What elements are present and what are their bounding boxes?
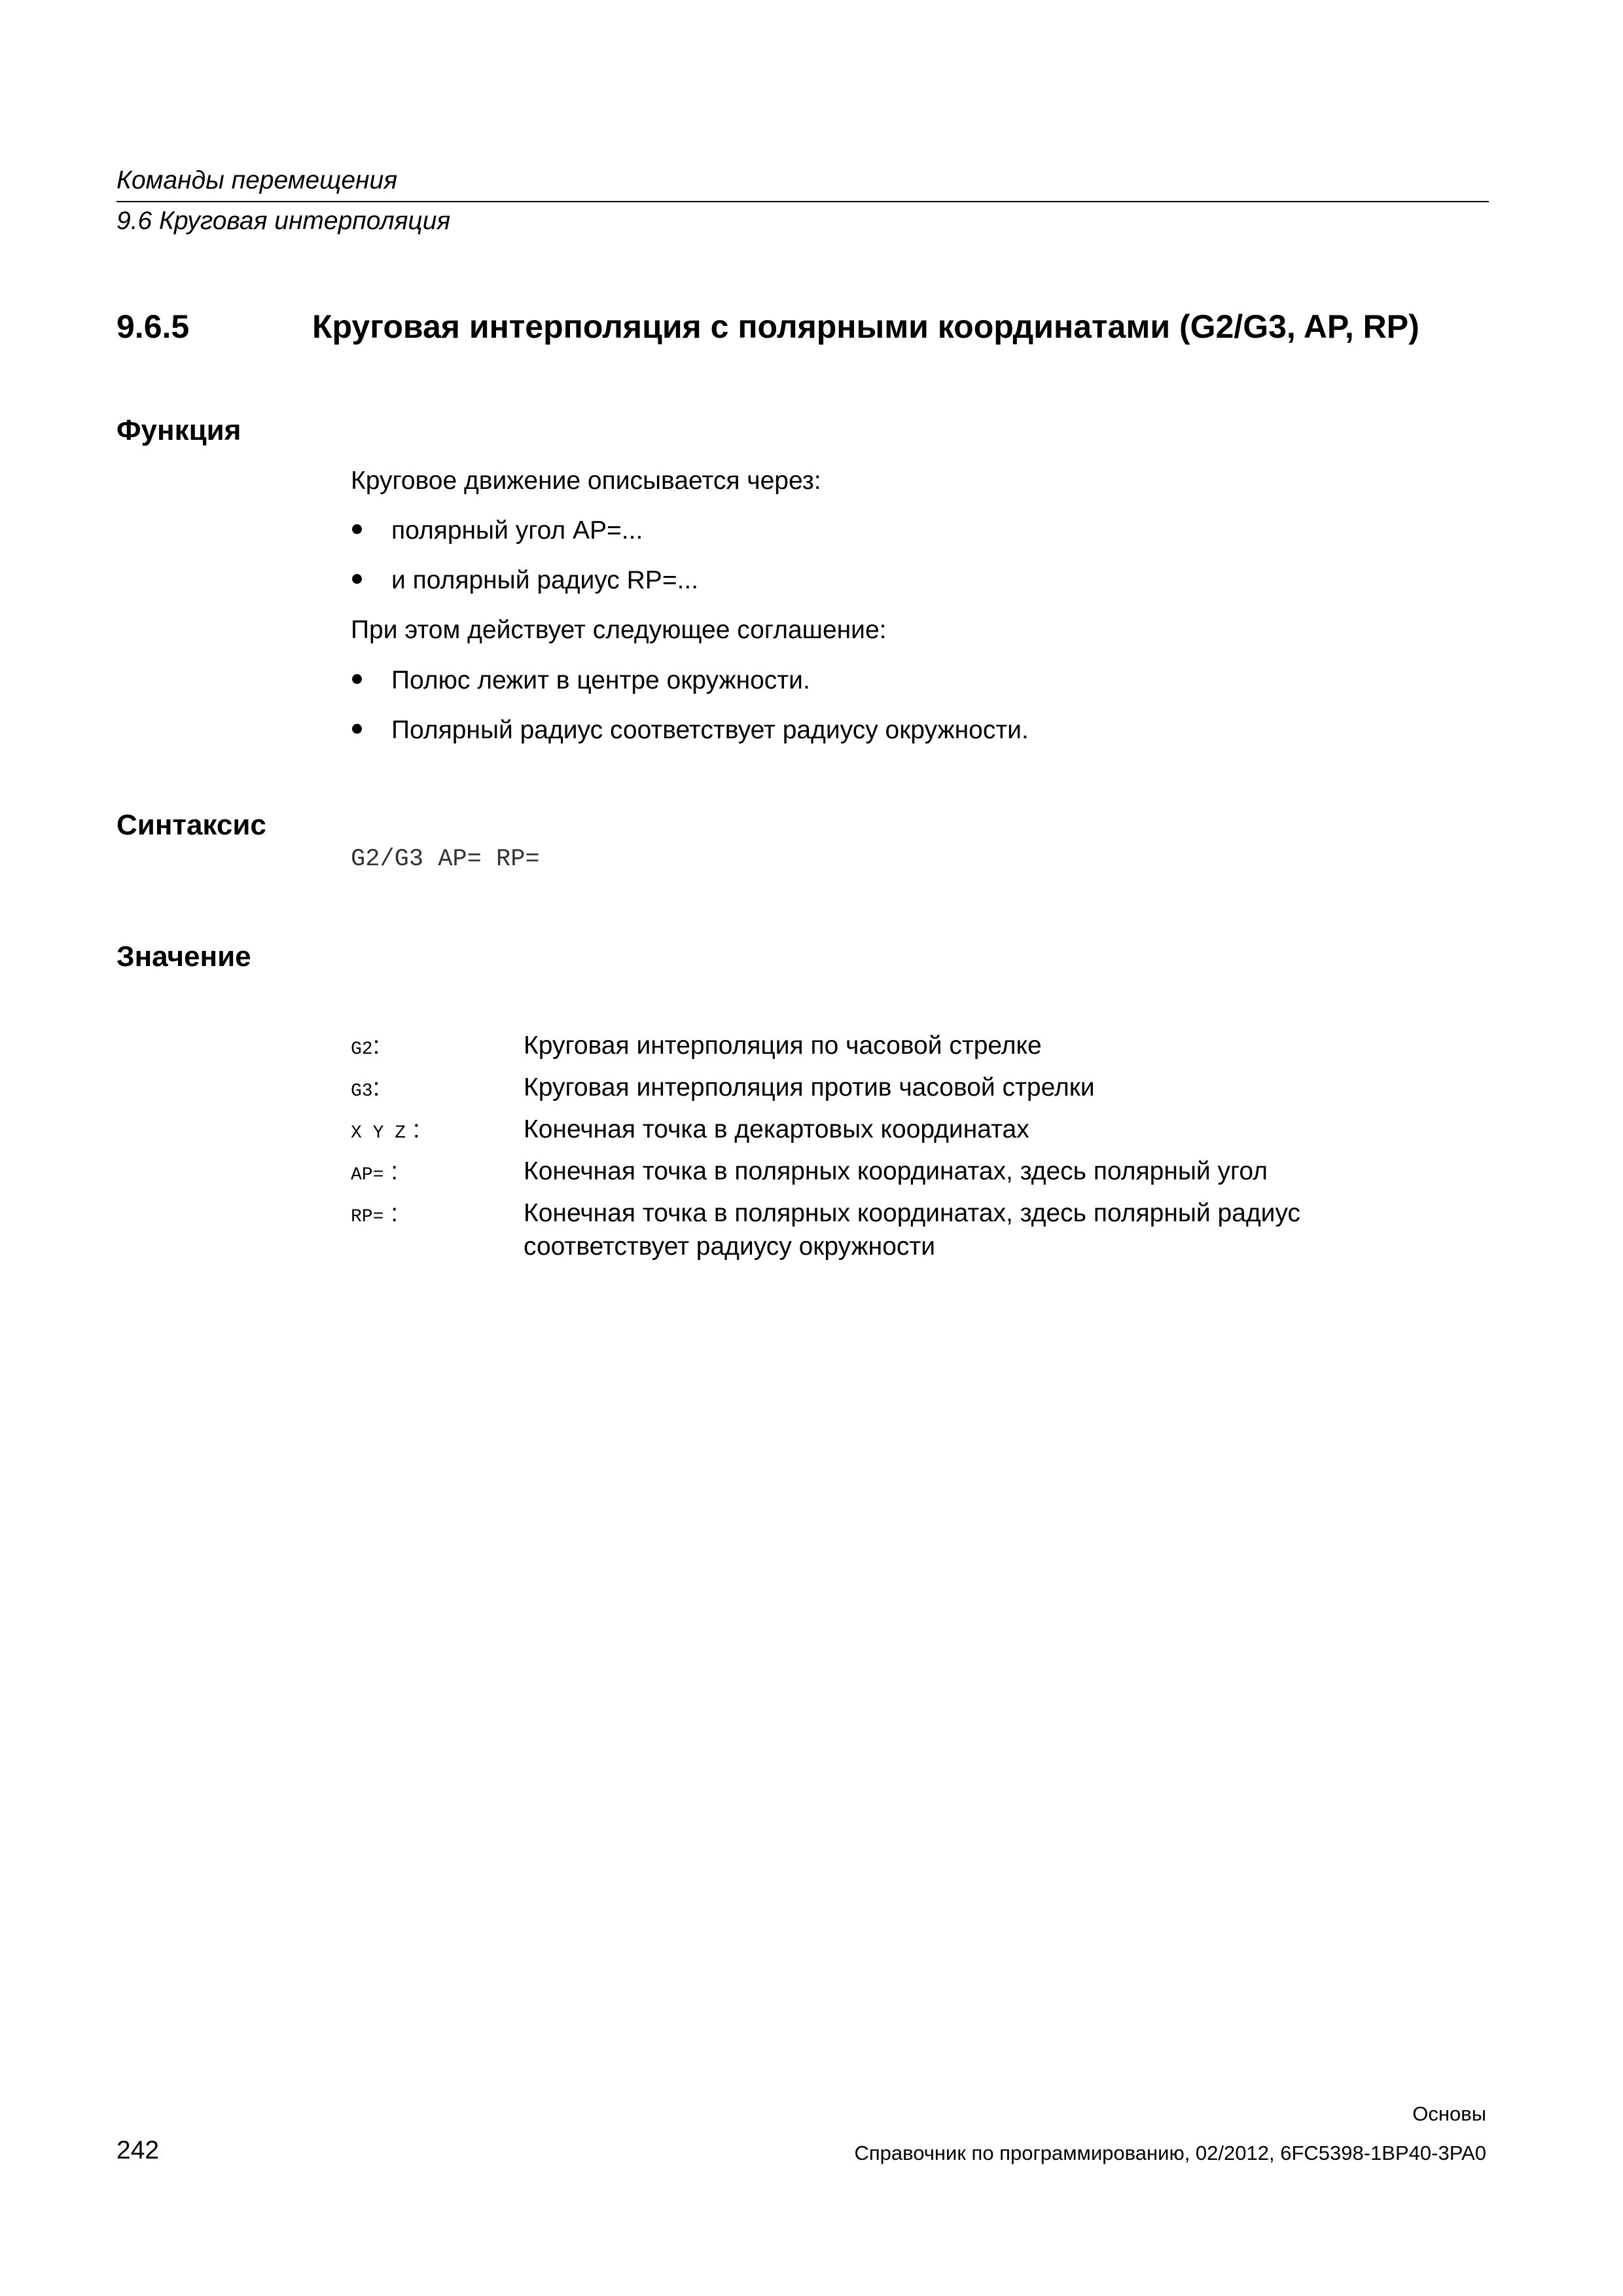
meaning-heading: Значение	[116, 941, 251, 973]
meaning-description-continued: соответствует радиусу окружности	[524, 1232, 936, 1261]
syntax-heading: Синтаксис	[116, 809, 266, 841]
page-number: 242	[116, 2136, 160, 2164]
footer-reference: Справочник по программированию, 02/2012, 6FC5398-1BP40-3PA0	[854, 2142, 1486, 2164]
section-number: 9.6.5	[116, 308, 190, 345]
meaning-term: G2:	[351, 1031, 380, 1060]
meaning-term: RP= :	[351, 1199, 399, 1227]
footer-book: Основы	[1412, 2102, 1486, 2125]
meaning-description: Конечная точка в декартовых координатах	[524, 1115, 1029, 1143]
bullet-icon	[352, 724, 362, 734]
bullet-icon	[352, 574, 362, 584]
syntax-code: G2/G3 AP= RP=	[351, 846, 540, 873]
bullet-text: Полюс лежит в центре окружности.	[391, 666, 810, 694]
meaning-term: X Y Z :	[351, 1115, 420, 1143]
meaning-description: Круговая интерполяция против часовой стрелки	[524, 1073, 1095, 1102]
meaning-description: Конечная точка в полярных координатах, здесь полярный радиус	[524, 1199, 1301, 1227]
running-header-chapter: Команды перемещения	[116, 166, 398, 194]
bullet-icon	[352, 674, 362, 684]
function-heading: Функция	[116, 414, 241, 446]
meaning-description: Конечная точка в полярных координатах, здесь полярный угол	[524, 1157, 1268, 1185]
header-rule	[116, 201, 1489, 202]
bullet-text: и полярный радиус RP=...	[391, 566, 699, 594]
running-header-section: 9.6 Круговая интерполяция	[116, 207, 451, 235]
function-convention: При этом действует следующее соглашение:	[351, 616, 887, 644]
meaning-term: AP= :	[351, 1157, 399, 1185]
bullet-text: полярный угол AP=...	[391, 516, 643, 545]
meaning-term: G3:	[351, 1073, 380, 1102]
meaning-description: Круговая интерполяция по часовой стрелке	[524, 1031, 1042, 1060]
bullet-text: Полярный радиус соответствует радиусу окружности.	[391, 716, 1029, 744]
section-title: Круговая интерполяция с полярными координатами (G2/G3, AP, RP)	[312, 308, 1419, 345]
bullet-icon	[352, 524, 362, 534]
function-intro: Круговое движение описывается через:	[351, 467, 821, 495]
